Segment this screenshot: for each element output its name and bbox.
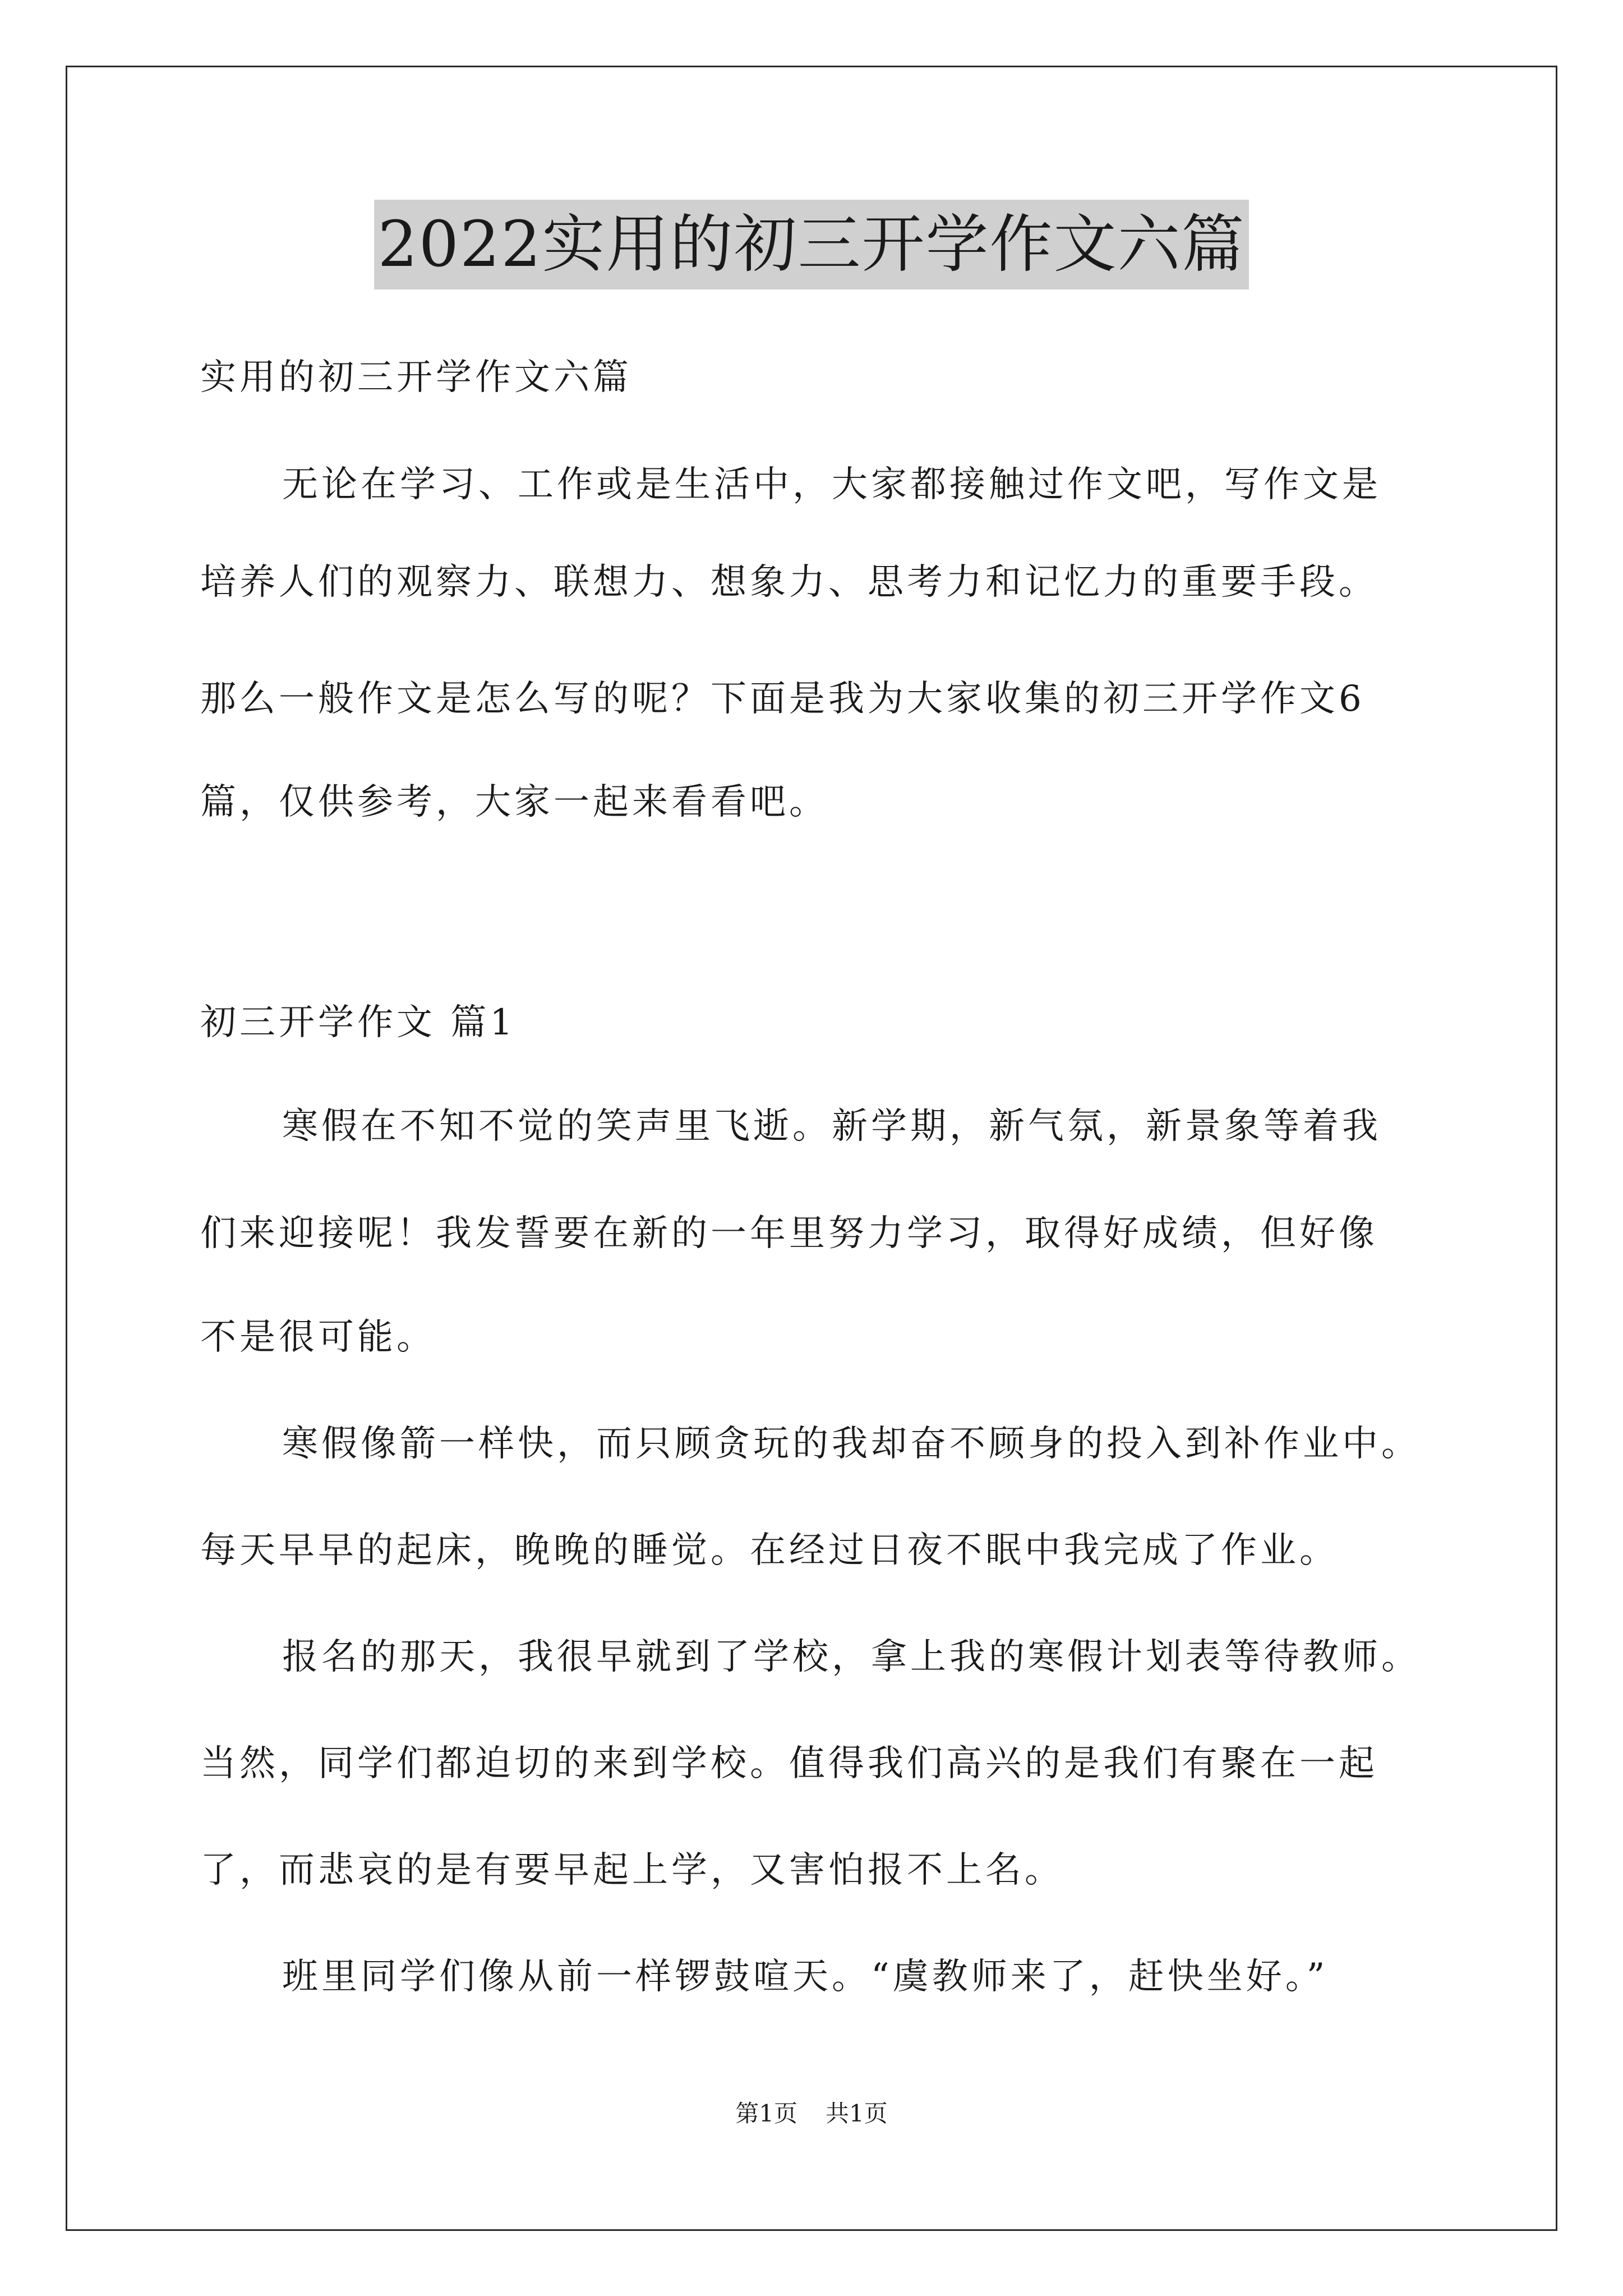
intro-line-3: 那么一般作文是怎么写的呢？下面是我为大家收集的初三开学作文6 — [200, 678, 1365, 720]
body-line-6: 报名的那天，我很早就到了学校，拿上我的寒假计划表等待教师。 — [282, 1636, 1421, 1678]
body-line-3: 不是很可能。 — [200, 1317, 436, 1358]
body-line-1: 寒假在不知不觉的笑声里飞逝。新学期，新气氛，新景象等着我 — [282, 1106, 1381, 1147]
page-footer — [0, 2097, 1623, 2131]
body-line-5: 每天早早的起床，晚晚的睡觉。在经过日夜不眠中我完成了作业。 — [200, 1530, 1339, 1571]
title-wrap — [0, 200, 1623, 289]
page-number: 第1页 — [735, 2100, 797, 2127]
body-line-7: 当然，同学们都迫切的来到学校。值得我们高兴的是我们有聚在一起 — [200, 1743, 1378, 1784]
body-line-9: 班里同学们像从前一样锣鼓喧天。“虞教师来了，赶快坐好。” — [282, 1956, 1329, 1998]
intro-line-2: 培养人们的观察力、联想力、想象力、思考力和记忆力的重要手段。 — [200, 562, 1378, 603]
body-line-2: 们来迎接呢！我发誓要在新的一年里努力学习，取得好成绩，但好像 — [200, 1213, 1378, 1254]
body-line-4: 寒假像箭一样快，而只顾贪玩的我却奋不顾身的投入到补作业中。 — [282, 1423, 1421, 1465]
intro-line-4: 篇，仅供参考，大家一起来看看吧。 — [200, 781, 828, 823]
intro-line-1: 无论在学习、工作或是生活中，大家都接触过作文吧，写作文是 — [282, 464, 1381, 505]
document-subtitle: 实用的初三开学作文六篇 — [200, 357, 632, 398]
page-total: 共1页 — [826, 2100, 888, 2127]
document-title: 2022实用的初三开学作文六篇 — [374, 200, 1248, 289]
body-line-8: 了，而悲哀的是有要早起上学，又害怕报不上名。 — [200, 1849, 1064, 1891]
section-heading: 初三开学作文 篇1 — [200, 1002, 517, 1043]
